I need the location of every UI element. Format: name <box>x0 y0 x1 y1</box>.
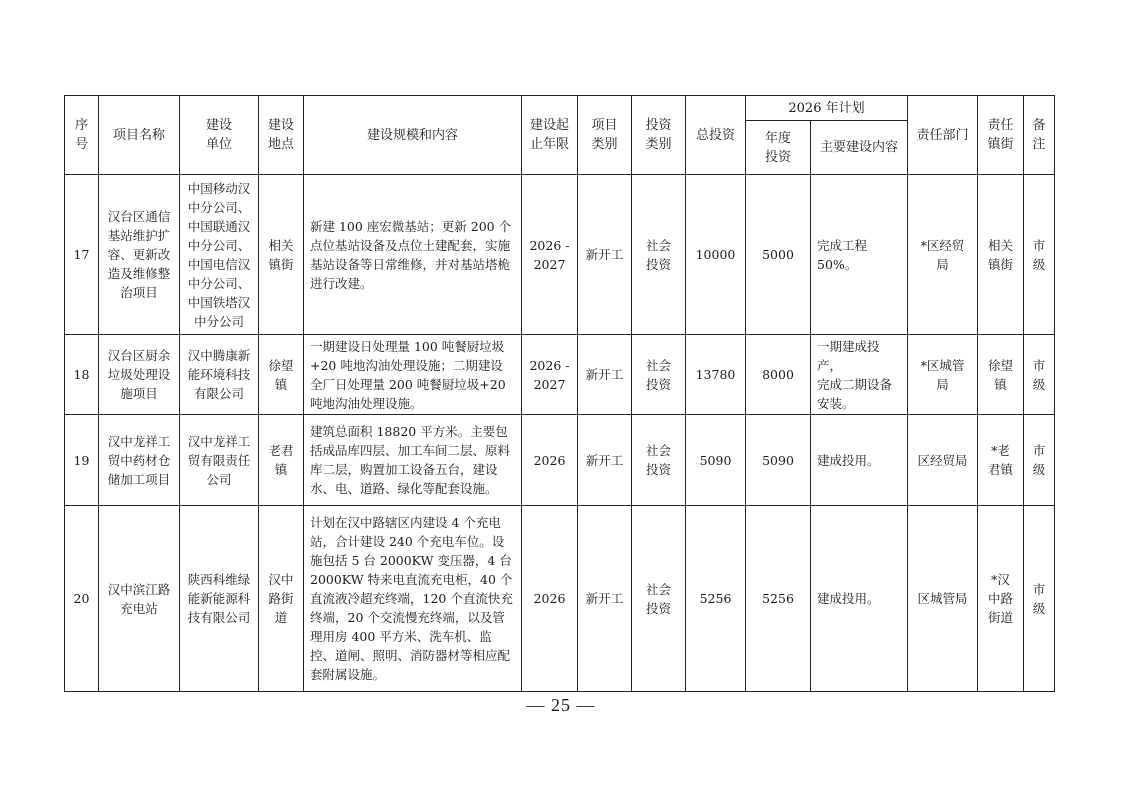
cell-total-investment: 13780 <box>686 335 746 415</box>
header-responsible-dept: 责任部门 <box>908 96 978 175</box>
header-scope: 建设规模和内容 <box>304 96 522 175</box>
header-total-investment: 总投资 <box>686 96 746 175</box>
cell-scope: 建筑总面积 18820 平方米。主要包括成品库四层、加工车间二层、原料库二层，购置加工设备五台，建设水、电、道路、绿化等配套设施。 <box>304 415 522 506</box>
cell-responsible-town: *汉 中路 街道 <box>978 506 1024 692</box>
header-remark: 备 注 <box>1024 96 1055 175</box>
cell-period: 2026 - 2027 <box>522 175 578 335</box>
cell-annual-investment: 5000 <box>746 175 811 335</box>
cell-responsible-dept: 区城管局 <box>908 506 978 692</box>
header-row-1 <box>65 96 1055 121</box>
cell-scope: 计划在汉中路辖区内建设 4 个充电站，合计建设 240 个充电车位。设施包括 5 台 2000KW 变压器，4 台 2000KW 特来电直流充电柜，40 个直流液冷超充终端，120 个直流快充终端，20 个交流慢充终端，以及管理用房 400 平方米、洗车机、监控、道闸、照明、消防器材等相应配套附属设施。 <box>304 506 522 692</box>
cell-period: 2026 <box>522 506 578 692</box>
table-row <box>65 335 1055 415</box>
cell-remark: 市 级 <box>1024 335 1055 415</box>
table-row <box>65 175 1055 335</box>
header-responsible-town: 责任 镇街 <box>978 96 1024 175</box>
cell-construction-site: 相关 镇街 <box>259 175 304 335</box>
header-annual-plan: 2026 年计划 <box>746 96 908 121</box>
header-construction-site: 建设 地点 <box>259 96 304 175</box>
header-construction-unit: 建设 单位 <box>180 96 259 175</box>
cell-project-name: 汉台区厨余 垃圾处理设 施项目 <box>99 335 180 415</box>
cell-annual-investment: 5090 <box>746 415 811 506</box>
project-table <box>64 95 1055 692</box>
table-row <box>65 415 1055 506</box>
cell-main-content: 完成工程 50%。 <box>811 175 908 335</box>
cell-project-name: 汉台区通信 基站维护扩 容、更新改 造及维修整 治项目 <box>99 175 180 335</box>
cell-total-investment: 5256 <box>686 506 746 692</box>
cell-construction-unit: 汉中龙祥工 贸有限责任 公司 <box>180 415 259 506</box>
header-annual-investment: 年度 投资 <box>746 121 811 175</box>
table-row <box>65 506 1055 692</box>
cell-responsible-town: 相关 镇街 <box>978 175 1024 335</box>
cell-project-name: 汉中滨江路 充电站 <box>99 506 180 692</box>
cell-construction-unit: 陕西科维绿 能新能源科 技有限公司 <box>180 506 259 692</box>
cell-construction-unit: 中国移动汉 中分公司、 中国联通汉 中分公司、 中国电信汉 中分公司、 中国铁塔汉 中分公司 <box>180 175 259 335</box>
cell-main-content: 建成投用。 <box>811 506 908 692</box>
header-project-name: 项目名称 <box>99 96 180 175</box>
cell-seq: 18 <box>65 335 99 415</box>
cell-remark: 市 级 <box>1024 175 1055 335</box>
header-seq: 序 号 <box>65 96 99 175</box>
cell-investment-type: 社会 投资 <box>632 415 686 506</box>
cell-annual-investment: 5256 <box>746 506 811 692</box>
cell-construction-unit: 汉中腾康新 能环境科技 有限公司 <box>180 335 259 415</box>
cell-project-type: 新开工 <box>578 335 632 415</box>
cell-main-content: 建成投用。 <box>811 415 908 506</box>
cell-construction-site: 徐望 镇 <box>259 335 304 415</box>
cell-seq: 20 <box>65 506 99 692</box>
cell-responsible-town: *老 君镇 <box>978 415 1024 506</box>
cell-project-name: 汉中龙祥工 贸中药材仓 储加工项目 <box>99 415 180 506</box>
cell-responsible-dept: *区城管 局 <box>908 335 978 415</box>
header-project-type: 项目 类别 <box>578 96 632 175</box>
cell-responsible-dept: 区经贸局 <box>908 415 978 506</box>
cell-main-content: 一期建成投产， 完成二期设备 安装。 <box>811 335 908 415</box>
cell-construction-site: 汉中 路街 道 <box>259 506 304 692</box>
cell-scope: 一期建设日处理量 100 吨餐厨垃圾+20 吨地沟油处理设施；二期建设全厂日处理量 200 吨餐厨垃圾+20 吨地沟油处理设施。 <box>304 335 522 415</box>
cell-annual-investment: 8000 <box>746 335 811 415</box>
cell-investment-type: 社会 投资 <box>632 175 686 335</box>
cell-period: 2026 - 2027 <box>522 335 578 415</box>
page-number: — 25 — <box>526 695 596 715</box>
cell-investment-type: 社会 投资 <box>632 506 686 692</box>
cell-remark: 市 级 <box>1024 415 1055 506</box>
cell-remark: 市 级 <box>1024 506 1055 692</box>
cell-construction-site: 老君 镇 <box>259 415 304 506</box>
cell-project-type: 新开工 <box>578 506 632 692</box>
cell-total-investment: 5090 <box>686 415 746 506</box>
cell-period: 2026 <box>522 415 578 506</box>
cell-project-type: 新开工 <box>578 175 632 335</box>
cell-responsible-dept: *区经贸 局 <box>908 175 978 335</box>
header-period: 建设起 止年限 <box>522 96 578 175</box>
cell-responsible-town: 徐望 镇 <box>978 335 1024 415</box>
cell-seq: 17 <box>65 175 99 335</box>
cell-project-type: 新开工 <box>578 415 632 506</box>
cell-investment-type: 社会 投资 <box>632 335 686 415</box>
cell-scope: 新建 100 座宏微基站；更新 200 个点位基站设备及点位土建配套，实施基站设备等日常维修，并对基站塔桅进行改建。 <box>304 175 522 335</box>
cell-seq: 19 <box>65 415 99 506</box>
cell-total-investment: 10000 <box>686 175 746 335</box>
header-investment-type: 投资 类别 <box>632 96 686 175</box>
header-main-content: 主要建设内容 <box>811 121 908 175</box>
